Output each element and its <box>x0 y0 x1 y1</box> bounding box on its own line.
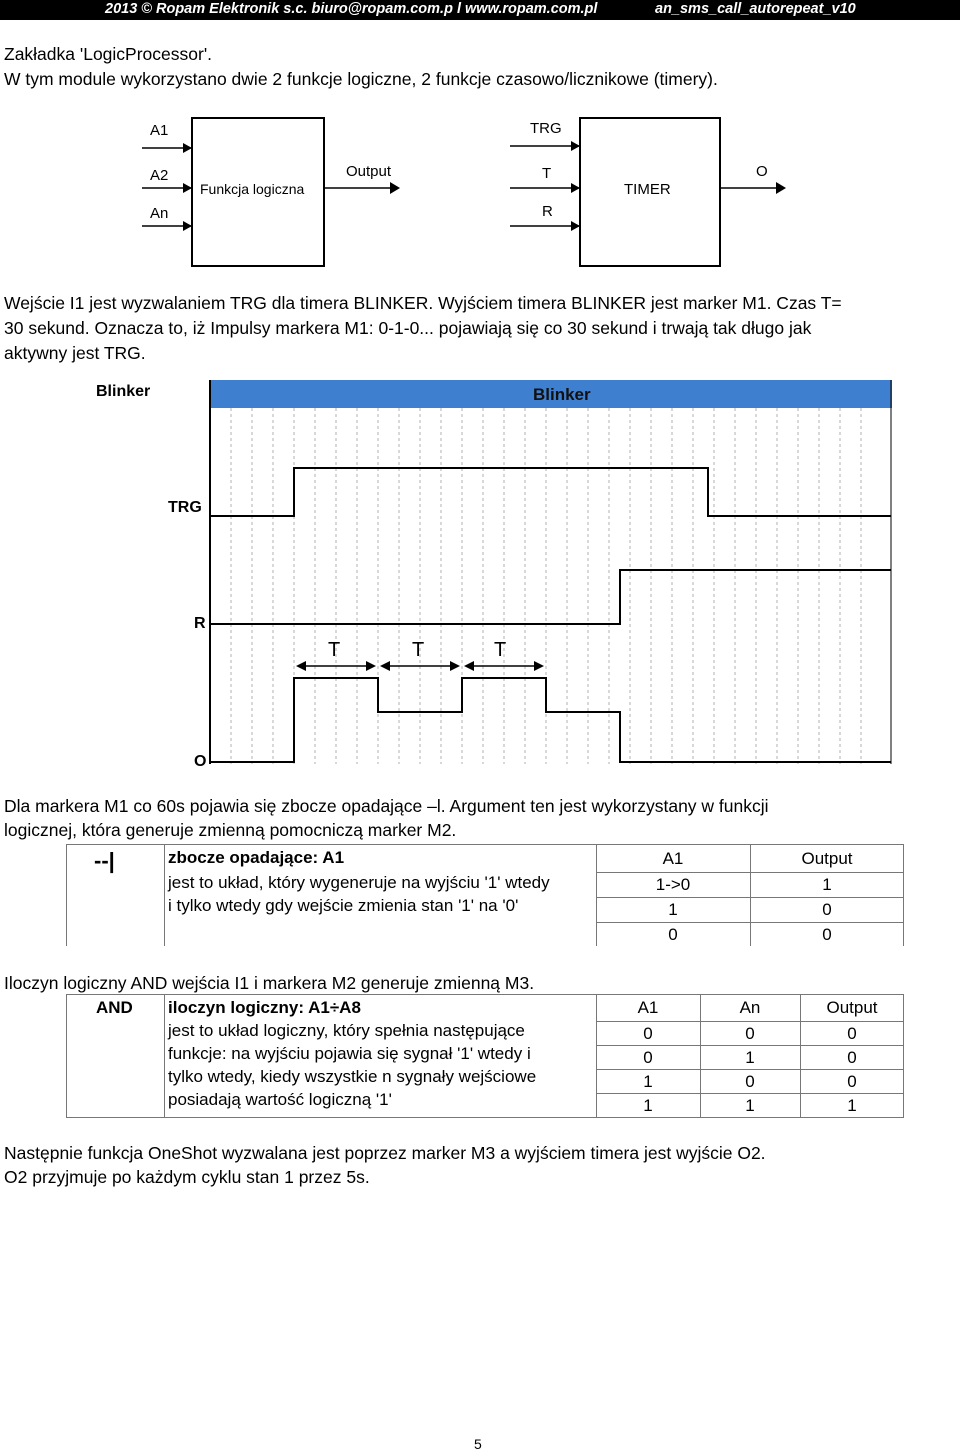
input-label-a2: A2 <box>150 167 169 184</box>
and-cell-r1-a1: 0 <box>643 1024 653 1043</box>
and-cell-r4-a1: 1 <box>643 1096 653 1115</box>
edge-cell-r2-a1: 1 <box>668 900 678 919</box>
and-cell-r4-an: 1 <box>745 1096 755 1115</box>
and-header-output: Output <box>826 998 878 1017</box>
page-number: 5 <box>474 1436 482 1452</box>
paragraph2-line1: Dla markera M1 co 60s pojawia się zbocze opadające –l. Argument ten jest wykorzystany w funkcji <box>4 796 769 816</box>
edge-cell-r2-out: 0 <box>822 900 832 919</box>
paragraph1-line1: Wejście I1 jest wyzwalaniem TRG dla timera BLINKER. Wyjściem timera BLINKER jest marker M1. Czas T= <box>4 293 842 313</box>
paragraph4-line1: Następnie funkcja OneShot wyzwalana jest poprzez marker M3 a wyjściem timera jest wyjście O2. <box>4 1143 766 1163</box>
and-desc2: funkcje: na wyjściu pojawia się sygnał '1' wtedy i <box>168 1044 531 1063</box>
trg-waveform <box>210 468 891 516</box>
edge-header-a1: A1 <box>662 849 684 868</box>
o-waveform <box>210 678 891 762</box>
and-desc1: jest to układ logiczny, który spełnia następujące <box>168 1021 525 1040</box>
blinker-bar-title: Blinker <box>533 385 591 404</box>
and-cell-r2-an: 1 <box>745 1048 755 1067</box>
and-desc3: tylko wtedy, kiedy wszystkie n sygnały wejściowe <box>168 1067 537 1086</box>
and-cell-r3-an: 0 <box>745 1072 755 1091</box>
period-label-3: T <box>494 639 507 661</box>
blinker-timing-diagram <box>90 372 896 772</box>
logic-function-diagram <box>120 108 420 268</box>
signal-label-o: O <box>194 753 207 770</box>
falling-edge-symbol: --| <box>94 848 115 873</box>
and-header-a1: A1 <box>637 998 659 1017</box>
timer-input-trg: TRG <box>530 120 562 137</box>
page-header <box>0 0 960 20</box>
signal-label-r: R <box>194 615 206 632</box>
and-cell-r1-out: 0 <box>847 1024 857 1043</box>
edge-cell-r1-out: 1 <box>822 875 832 894</box>
and-cell-r3-out: 0 <box>847 1072 857 1091</box>
edge-cell-r1-a1: 1->0 <box>655 875 691 894</box>
paragraph1-line3: aktywny jest TRG. <box>4 343 146 363</box>
edge-header-output: Output <box>801 849 853 868</box>
edge-cell-r3-out: 0 <box>822 925 832 944</box>
and-cell-r2-out: 0 <box>847 1048 857 1067</box>
timer-output-o: O <box>756 163 768 180</box>
and-title: iloczyn logiczny: A1÷A8 <box>168 998 361 1017</box>
blinker-left-title: Blinker <box>96 383 151 400</box>
and-cell-r1-an: 0 <box>745 1024 755 1043</box>
timer-input-r: R <box>542 203 553 220</box>
period-label-1: T <box>328 639 341 661</box>
falling-edge-desc1: jest to układ, który wygeneruje na wyjściu '1' wtedy <box>168 873 550 892</box>
edge-cell-r3-a1: 0 <box>668 925 678 944</box>
and-function-table <box>66 994 904 1118</box>
falling-edge-title: zbocze opadające: A1 <box>168 848 345 867</box>
paragraph4-line2: O2 przyjmuje po każdym cyklu stan 1 przez 5s. <box>4 1167 370 1187</box>
intro-line-2: W tym module wykorzystano dwie 2 funkcje logiczne, 2 funkcje czasowo/licznikowe (timery). <box>4 69 718 89</box>
signal-label-trg: TRG <box>168 499 202 516</box>
falling-edge-table <box>66 844 904 946</box>
and-cell-r4-out: 1 <box>847 1096 857 1115</box>
paragraph3-line1: Iloczyn logiczny AND wejścia I1 i markera M2 generuje zmienną M3. <box>4 973 535 993</box>
input-label-an: An <box>150 205 169 222</box>
output-label: Output <box>346 163 392 180</box>
timer-title: TIMER <box>624 181 671 198</box>
and-desc4: posiadają wartość logiczną '1' <box>168 1090 392 1109</box>
header-right-text: an_sms_call_autorepeat_v10 <box>655 1 856 17</box>
and-cell-r3-a1: 1 <box>643 1072 653 1091</box>
paragraph1-line2: 30 sekund. Oznacza to, iż Impulsy markera M1: 0-1-0... pojawiają się co 30 sekund i trwają tak długo jak <box>4 318 812 338</box>
paragraph2-line2: logicznej, która generuje zmienną pomocniczą marker M2. <box>4 820 457 840</box>
input-label-a1: A1 <box>150 122 169 139</box>
timer-block-diagram <box>500 108 800 268</box>
and-cell-r2-a1: 0 <box>643 1048 653 1067</box>
period-label-2: T <box>412 639 425 661</box>
block-title: Funkcja logiczna <box>200 181 305 197</box>
falling-edge-desc2: i tylko wtedy gdy wejście zmienia stan '1' na '0' <box>168 896 519 915</box>
intro-line-1: Zakładka 'LogicProcessor'. <box>4 44 213 64</box>
timer-input-t: T <box>542 165 552 182</box>
and-symbol: AND <box>96 998 133 1017</box>
header-left-text: 2013 © Ropam Elektronik s.c. biuro@ropam.com.p l www.ropam.com.pl <box>105 1 598 17</box>
and-header-an: An <box>739 998 761 1017</box>
r-waveform <box>210 570 891 624</box>
